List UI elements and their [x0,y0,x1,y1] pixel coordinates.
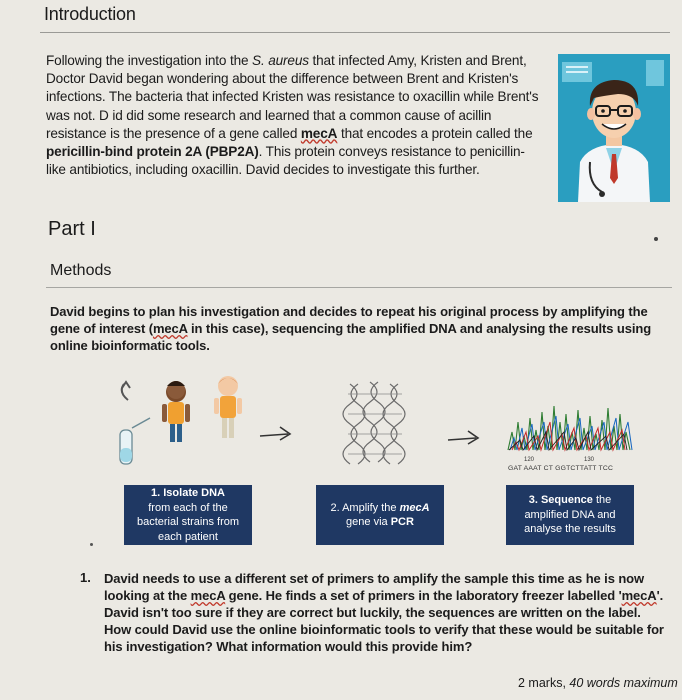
step-3-line-3: analyse the results [524,523,616,536]
question-text: David needs to use a different set of primers to amplify the sample this time as he is now looking at the mecA gene. He finds a set of primers in the laboratory freezer labelled 'mecA'. David isn't too sure if they are correct but luckily, the sequences are written on the label. How could David use the online bioinformatic tools to verify that these would be suitable for his investigation? What information would this provide him? [104,571,664,654]
child-two-icon [214,376,242,438]
gene-term: mecA [621,588,657,603]
isolate-dna-illustration [112,372,252,472]
chromatogram-sequence: GAT AAAT CT GGTCTTATT TCC [508,465,614,472]
step-3-title-post: the [592,494,612,507]
doctor-illustration-icon [558,54,670,202]
stray-dot [90,543,93,546]
step-2-box [316,485,444,545]
chromatogram-label-120: 120 [524,457,535,463]
methods-divider [46,287,672,288]
heading-divider [40,32,670,33]
step-2-method: PCR [390,516,414,528]
step-3-title: 3. Sequence [528,494,593,507]
step-1-box [124,485,252,545]
gene-term: mecA [190,588,226,603]
step-1-line-2: from each of the [148,501,228,514]
test-tube-icon [120,418,150,464]
chromatogram-icon [506,392,636,454]
child-one-icon [162,381,190,442]
step-3-line-2: amplified DNA and [524,508,616,521]
step-2-title: 2. Amplify the [330,501,400,514]
introduction-heading: Introduction [44,4,136,24]
right-arrow-icon [446,428,482,448]
dna-helix-icon [344,380,410,470]
dropper-icon [122,382,130,400]
step-3-box [506,485,634,545]
step-2-line-2: gene via [346,516,391,528]
methods-heading: Methods [50,262,112,279]
introduction-paragraph: Following the investigation into the S. aureus that infected Amy, Kristen and Brent, Doctor David began wondering about the difference between Brent and Kristen's infections. The bacteria that infected Kristen was resistance to oxacillin while Brent's was not. D id did some research and learned that a common cause of acillin resistance is the presence of a gene called mecA that encodes a protein called the pericillin-bind protein 2A (PBP2A). This protein conveys resistance to penicillin-like antibiotics, including oxacillin. David decides to investigate this further. [46,53,539,178]
step-1-title: 1. Isolate DNA [151,487,225,499]
gene-term: mecA [152,321,188,336]
protein-name: pericillin-bind protein 2A (PBP2A) [46,144,259,160]
question-number: 1. [80,570,91,585]
step-1-line-3: bacterial strains from [136,516,240,528]
marks-note: 2 marks, 40 words maximum [518,676,678,690]
step-1-line-4: each patient [158,530,218,543]
chromatogram-label-130: 130 [584,457,595,463]
right-arrow-icon [258,424,294,444]
step-2-gene: mecA [399,501,430,514]
stray-dot [654,237,658,241]
part-title: Part I [48,218,96,240]
organism-name: S. aureus [252,53,309,68]
word-limit: 40 words maximum [569,676,678,690]
methods-paragraph: David begins to plan his investigation and decides to repeat his original process by amplifying the gene of interest (mecA in this case), sequencing the amplified DNA and analysing the results using online bioinformatic tools. [50,304,652,353]
gene-term: mecA [300,125,338,141]
